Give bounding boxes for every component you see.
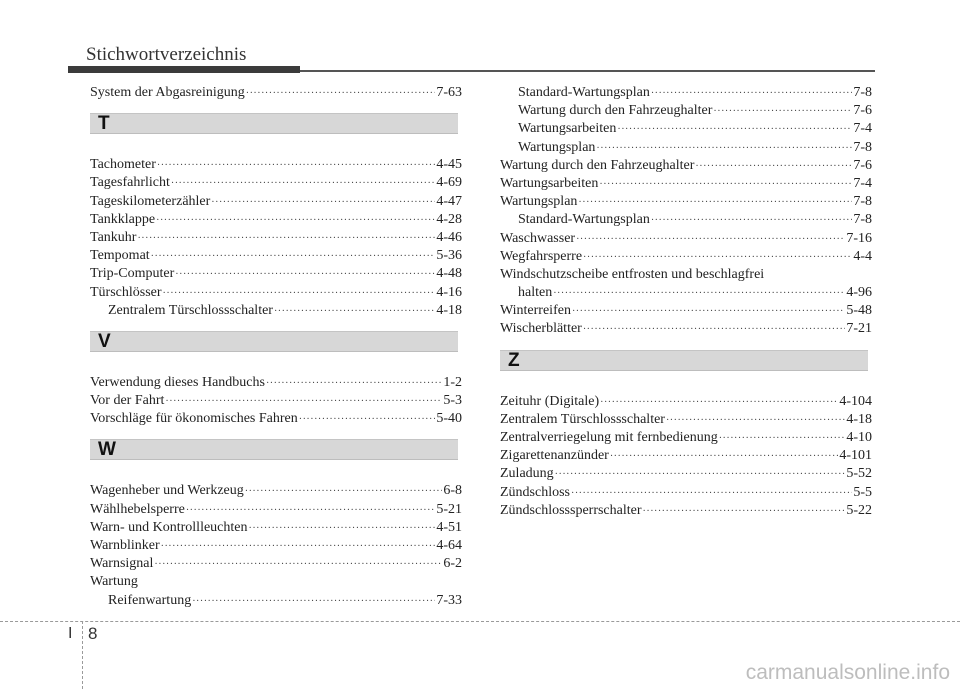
footer-rule <box>0 621 960 622</box>
index-entry-page: 5-22 <box>846 502 872 518</box>
index-entry <box>90 211 462 229</box>
index-entry <box>500 393 872 411</box>
index-entry-page: 4-4 <box>853 248 872 264</box>
index-entry-label: Standard-Wartungsplan <box>518 85 650 100</box>
index-entry <box>90 555 462 573</box>
index-entry-page: 4-96 <box>846 285 872 301</box>
index-heading <box>90 573 462 591</box>
index-entry <box>500 193 872 211</box>
index-entry-label: Zentralem Türschlossschalter <box>108 302 273 318</box>
dot-leader <box>571 485 852 503</box>
index-entry <box>90 247 462 265</box>
index-entry-page: 7-21 <box>846 321 872 337</box>
dot-leader <box>553 285 845 303</box>
section-letter-box <box>90 439 458 460</box>
index-entry <box>90 374 462 392</box>
dot-leader <box>175 266 435 284</box>
index-entry-label: halten <box>518 285 553 301</box>
index-entry-page: 5-36 <box>436 248 462 264</box>
index-entry <box>90 156 462 174</box>
index-entry-label: Zündschlosssperrschalter <box>500 502 642 518</box>
index-entry <box>90 537 462 555</box>
index-column-right <box>500 84 872 520</box>
header-rule <box>300 70 875 72</box>
index-entry <box>90 284 462 302</box>
dot-leader <box>137 230 435 248</box>
index-entry-page: 1-2 <box>443 374 462 390</box>
index-entry <box>500 139 872 157</box>
index-entry-page: 4-51 <box>436 519 462 535</box>
index-entry-label: Wartung durch den Fahrzeughalter <box>518 103 713 119</box>
dot-leader <box>157 157 435 175</box>
index-entry-page: 5-21 <box>436 501 462 517</box>
index-heading <box>500 266 872 284</box>
dot-leader <box>578 194 852 212</box>
index-entry-label: Vorschläge für ökonomisches Fahren <box>90 411 298 427</box>
index-entry-label: Wartungsarbeiten <box>518 121 617 137</box>
index-entry-page: 7-8 <box>853 194 872 210</box>
footer-divider <box>82 621 83 689</box>
index-entry <box>90 193 462 211</box>
dot-leader <box>651 85 852 103</box>
index-entry <box>500 429 872 447</box>
index-entry-label: Wegfahrsperre <box>500 248 583 264</box>
index-entry-label: Tankklappe <box>90 211 156 227</box>
index-entry-page: 4-104 <box>839 393 872 409</box>
dot-leader <box>186 502 435 520</box>
dot-leader <box>651 212 852 230</box>
index-entry-page: 7-63 <box>436 85 462 100</box>
index-entry-label: Zentralverriegelung mit fernbedienung <box>500 430 718 445</box>
index-entry <box>500 175 872 193</box>
index-entry-page: 6-8 <box>443 483 462 499</box>
dot-leader <box>610 448 839 466</box>
index-entry-label: Wartung durch den Fahrzeughalter <box>500 157 695 173</box>
index-entry <box>90 592 462 610</box>
index-entry-label: Zuladung <box>500 466 554 482</box>
dot-leader <box>163 285 436 303</box>
index-entry-page: 7-4 <box>853 175 872 191</box>
index-entry <box>500 157 872 175</box>
index-entry <box>90 482 462 500</box>
index-entry-page: 5-40 <box>436 411 462 427</box>
index-entry-label: Tankuhr <box>90 229 137 245</box>
index-entry <box>500 284 872 302</box>
index-entry <box>500 211 872 229</box>
header-bar <box>68 66 300 73</box>
dot-leader <box>713 103 852 121</box>
index-entry-label: Wartungsarbeiten <box>500 175 599 191</box>
section-letter: W <box>98 439 116 461</box>
dot-leader <box>156 212 435 230</box>
index-entry <box>500 120 872 138</box>
index-entry-page: 4-28 <box>436 211 462 227</box>
index-entry <box>90 229 462 247</box>
index-entry <box>500 447 872 465</box>
dot-leader <box>249 520 436 538</box>
section-letter-box <box>500 350 868 371</box>
index-entry-label: Vor der Fahrt <box>90 393 165 409</box>
index-entry-page: 6-2 <box>443 556 462 572</box>
index-entry-label: Warnsignal <box>90 556 154 572</box>
index-entry <box>90 519 462 537</box>
index-entry-page: 7-33 <box>436 592 462 608</box>
index-entry <box>500 302 872 320</box>
index-entry-page: 5-48 <box>846 303 872 319</box>
index-entry-label: Zigarettenanzünder <box>500 448 609 464</box>
index-entry-page: 4-16 <box>436 284 462 300</box>
dot-leader <box>171 175 435 193</box>
index-entry-page: 4-45 <box>436 157 462 173</box>
dot-leader <box>583 249 852 267</box>
index-entry-page: 7-8 <box>853 85 872 100</box>
watermark: carmanualsonline.info <box>745 661 950 684</box>
index-entry-label: Verwendung dieses Handbuchs <box>90 374 265 390</box>
index-entry-label: Waschwasser <box>500 230 576 246</box>
index-entry-label: Zeituhr (Digitale) <box>500 393 600 409</box>
index-entry-label: Wartungsplan <box>518 139 596 155</box>
dot-leader <box>151 248 436 266</box>
index-entry-page: 7-6 <box>853 157 872 173</box>
index-entry-page: 4-69 <box>436 175 462 191</box>
index-entry <box>90 410 462 428</box>
index-entry-page: 7-16 <box>846 230 872 246</box>
index-entry-label: Tachometer <box>90 157 156 173</box>
section-letter-box <box>90 113 458 134</box>
index-entry <box>90 392 462 410</box>
dot-leader <box>299 411 436 429</box>
index-entry-label: Standard-Wartungsplan <box>518 212 650 228</box>
index-entry-label: Winterreifen <box>500 303 571 319</box>
dot-leader <box>165 393 442 411</box>
index-entry-label: Wischerblätter <box>500 321 582 337</box>
index-entry-page: 4-64 <box>436 538 462 553</box>
section-letter: T <box>98 113 110 135</box>
index-entry-label: System der Abgasreinigung <box>90 85 245 100</box>
index-entry <box>90 174 462 192</box>
index-entry-page: 5-52 <box>846 466 872 482</box>
index-entry-page: 4-101 <box>839 448 872 464</box>
index-entry <box>90 265 462 283</box>
index-entry <box>500 84 872 102</box>
index-entry-label: Tempomat <box>90 248 150 264</box>
index-entry <box>500 484 872 502</box>
index-entry-label: Zentralem Türschlossschalter <box>500 411 665 427</box>
index-entry <box>500 102 872 120</box>
index-entry-page: 7-4 <box>853 121 872 137</box>
index-entry-label: Tageskilometerzähler <box>90 193 211 209</box>
dot-leader <box>599 176 852 194</box>
index-entry <box>90 302 462 320</box>
index-entry-page: 4-46 <box>436 229 462 245</box>
dot-leader <box>266 375 442 393</box>
dot-leader <box>246 85 436 103</box>
dot-leader <box>643 503 846 521</box>
index-entry-label: Warn- und Kontrollleuchten <box>90 519 248 535</box>
index-entry <box>500 411 872 429</box>
dot-leader <box>192 593 435 611</box>
footer-section-label: I <box>68 625 73 642</box>
dot-leader <box>572 303 845 321</box>
index-entry-label: Türschlösser <box>90 284 162 300</box>
dot-leader <box>576 231 845 249</box>
dot-leader <box>211 194 435 212</box>
index-entry-page: 7-8 <box>853 212 872 228</box>
index-entry <box>500 320 872 338</box>
index-entry-label: Reifenwartung <box>108 592 192 608</box>
section-letter-box <box>90 331 458 352</box>
dot-leader <box>161 538 436 556</box>
index-entry-label: Wartungsplan <box>500 194 578 210</box>
dot-leader <box>555 466 846 484</box>
index-entry-page: 5-5 <box>853 484 872 500</box>
section-letter: V <box>98 330 111 352</box>
dot-leader <box>600 394 838 412</box>
index-entry-label: Tagesfahrlicht <box>90 175 170 191</box>
dot-leader <box>583 321 845 339</box>
dot-leader <box>154 556 442 574</box>
index-entry-label: Wagenheber und Werkzeug <box>90 483 244 499</box>
section-letter: Z <box>508 349 520 371</box>
index-entry <box>90 501 462 519</box>
index-entry <box>500 248 872 266</box>
index-entry-page: 4-48 <box>436 266 462 282</box>
index-heading-label: Wartung <box>90 574 138 590</box>
dot-leader <box>617 121 852 139</box>
index-entry-page: 4-18 <box>846 411 872 427</box>
index-column-left <box>90 84 462 610</box>
dot-leader <box>274 303 435 321</box>
index-entry-label: Zündschloss <box>500 484 570 500</box>
index-entry-page: 4-18 <box>436 302 462 318</box>
index-entry <box>90 84 462 102</box>
index-heading-label: Windschutzscheibe entfrosten und beschlagfrei <box>500 266 765 282</box>
dot-leader <box>719 430 846 448</box>
index-entry-label: Warnblinker <box>90 538 160 553</box>
index-entry <box>500 502 872 520</box>
index-entry <box>500 465 872 483</box>
index-entry-page: 5-3 <box>443 393 462 409</box>
dot-leader <box>666 412 845 430</box>
index-entry-page: 7-8 <box>853 139 872 155</box>
index-entry-page: 7-6 <box>853 103 872 119</box>
dot-leader <box>596 140 852 158</box>
footer-page-number: 8 <box>88 624 98 643</box>
index-entry-label: Trip-Computer <box>90 266 175 282</box>
header-title: Stichwortverzeichnis <box>86 44 247 65</box>
index-entry <box>500 230 872 248</box>
dot-leader <box>245 483 443 501</box>
index-entry-page: 4-10 <box>846 430 872 445</box>
dot-leader <box>695 158 852 176</box>
index-entry-page: 4-47 <box>436 193 462 209</box>
index-entry-label: Wählhebelsperre <box>90 501 185 517</box>
